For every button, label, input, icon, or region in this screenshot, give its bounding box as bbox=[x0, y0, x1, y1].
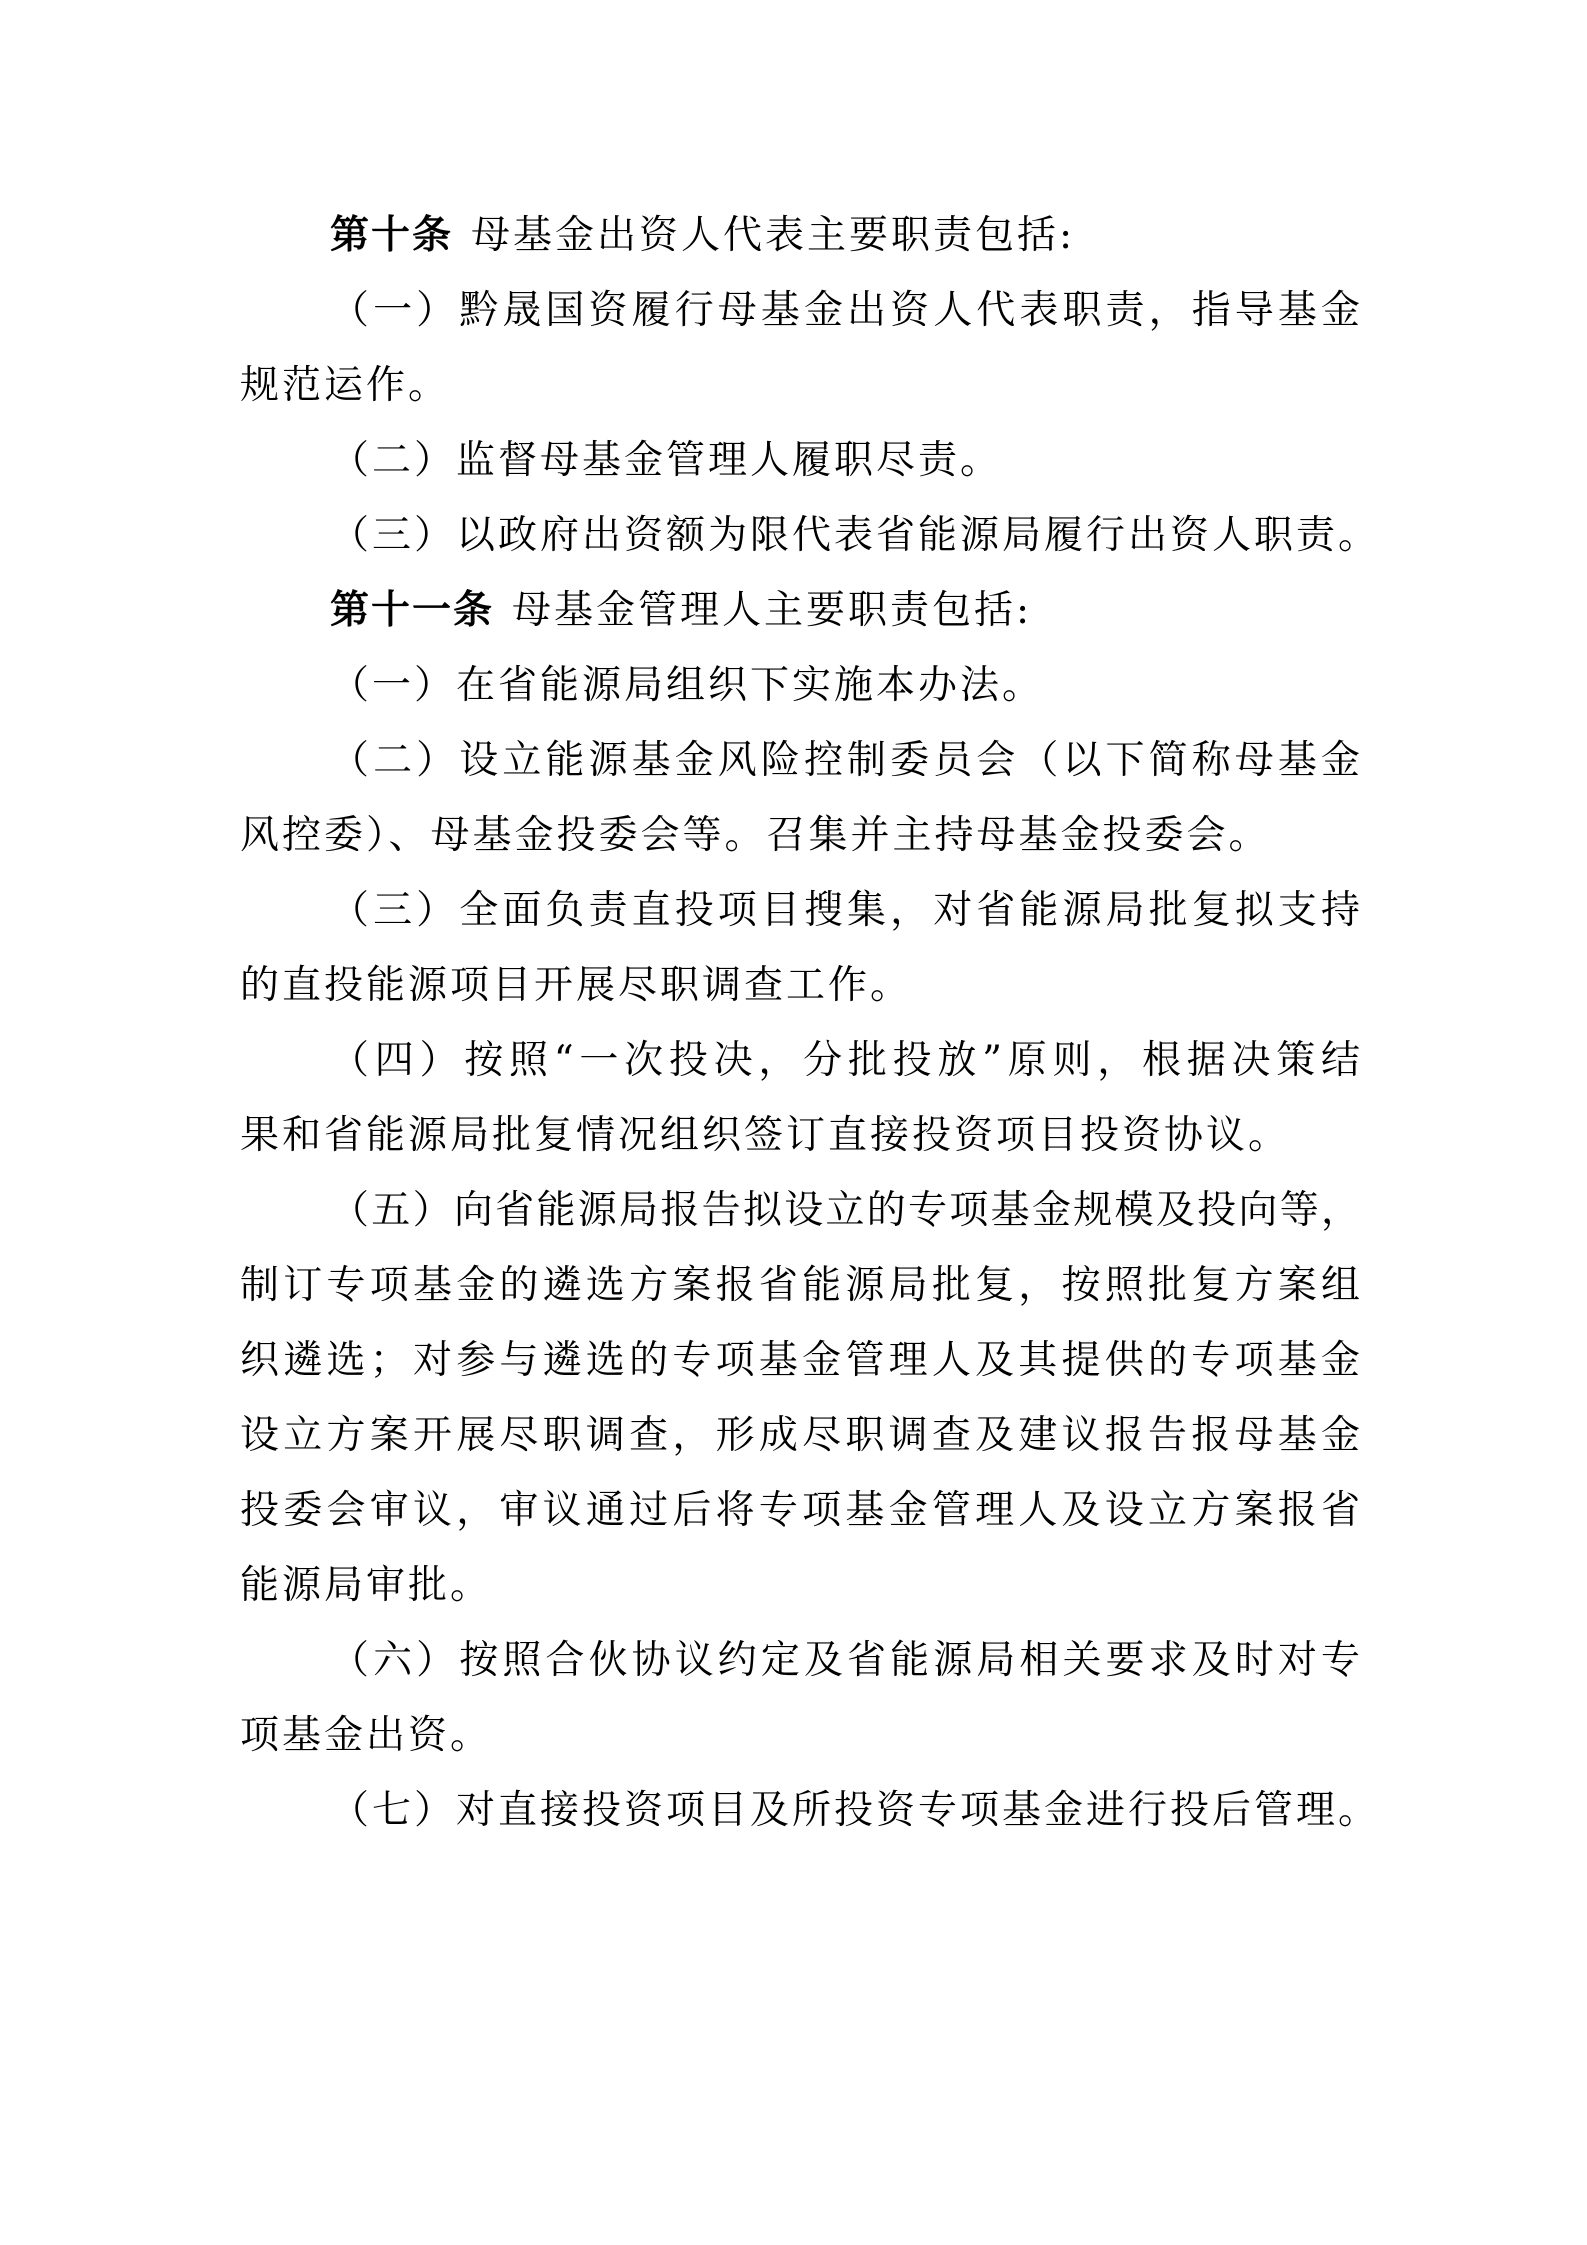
article-11-label: 第十一条 bbox=[330, 588, 495, 633]
article-10-heading bbox=[330, 205, 1360, 267]
article-11-item-5-line-2: 制订专项基金的遴选方案报省能源局批复，按照批复方案组 bbox=[240, 1263, 1360, 1308]
article-11-heading bbox=[330, 580, 1360, 642]
article-11-item-5-line-1: （五）向省能源局报告拟设立的专项基金规模及投向等， bbox=[330, 1188, 1360, 1233]
article-11-item-4-line-1: （四）按照“一次投决，分批投放”原则，根据决策结 bbox=[330, 1038, 1360, 1083]
article-11-item-3-line-2: 的直投能源项目开展尽职调查工作。 bbox=[240, 963, 913, 1008]
article-10-label: 第十条 bbox=[330, 213, 454, 258]
article-11-item-2-line-2: 风控委）、母基金投委会等。召集并主持母基金投委会。 bbox=[240, 813, 1271, 858]
article-11-title: 母基金管理人主要职责包括: bbox=[512, 588, 1033, 633]
article-10-title: 母基金出资人代表主要职责包括: bbox=[471, 213, 1076, 258]
article-11-item-6-line-2: 项基金出资。 bbox=[240, 1713, 493, 1758]
article-10-item-3: （三）以政府出资额为限代表省能源局履行出资人职责。 bbox=[330, 513, 1381, 558]
article-11-item-6-line-1: （六）按照合伙协议约定及省能源局相关要求及时对专 bbox=[330, 1638, 1360, 1683]
article-11-item-1: （一）在省能源局组织下实施本办法。 bbox=[330, 663, 1045, 708]
article-11-item-5-line-5: 投委会审议，审议通过后将专项基金管理人及设立方案报省 bbox=[240, 1488, 1360, 1533]
article-11-item-5-line-6: 能源局审批。 bbox=[240, 1563, 493, 1608]
article-11-item-5-line-3: 织遴选；对参与遴选的专项基金管理人及其提供的专项基金 bbox=[240, 1338, 1360, 1383]
article-11-item-5-line-4: 设立方案开展尽职调查，形成尽职调查及建议报告报母基金 bbox=[240, 1413, 1360, 1458]
article-11-item-7: （七）对直接投资项目及所投资专项基金进行投后管理。 bbox=[330, 1788, 1381, 1833]
article-11-item-4-line-2: 果和省能源局批复情况组织签订直接投资项目投资协议。 bbox=[240, 1113, 1291, 1158]
article-10-item-1-line-1: （一）黔晟国资履行母基金出资人代表职责，指导基金 bbox=[330, 288, 1360, 333]
article-10-item-2: （二）监督母基金管理人履职尽责。 bbox=[330, 438, 1003, 483]
article-10-item-1-line-2: 规范运作。 bbox=[240, 363, 451, 408]
article-11-item-3-line-1: （三）全面负责直投项目搜集，对省能源局批复拟支持 bbox=[330, 888, 1360, 933]
article-11-item-2-line-1: （二）设立能源基金风险控制委员会（以下简称母基金 bbox=[330, 738, 1360, 783]
